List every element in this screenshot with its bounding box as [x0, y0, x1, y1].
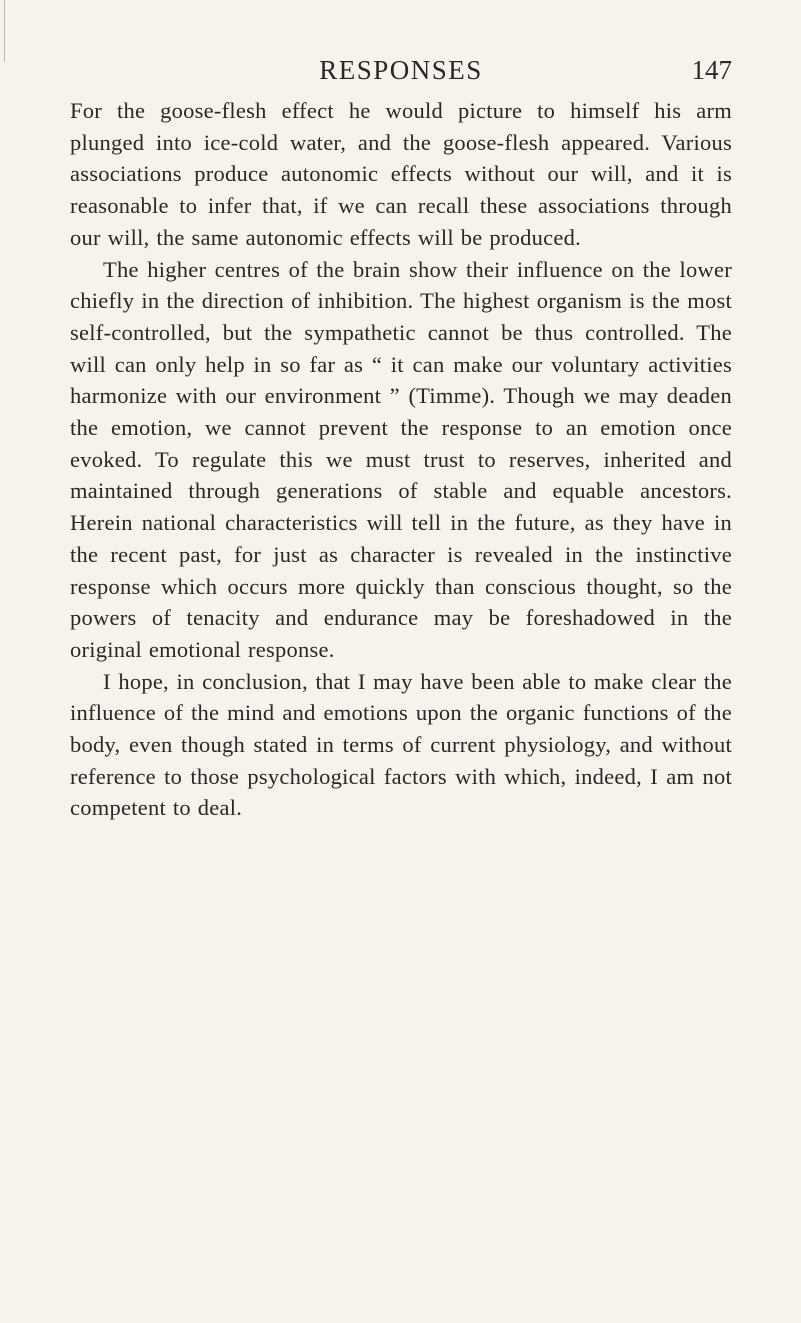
paragraph-1: For the goose-flesh effect he would picture to himself his arm plunged into ice-cold water, and the goose-flesh appeared. Various associations produce autonomic effects without our will, and it is reasonable to infer that, if we can recall these associations through our will, the same autonomic effects will be produced.	[70, 98, 732, 250]
body-text	[70, 95, 732, 824]
running-head	[70, 52, 732, 88]
page-edge-line	[4, 0, 5, 62]
paragraph-3: I hope, in conclusion, that I may have been able to make clear the influence of the mind and emotions upon the organic functions of the body, even though stated in terms of current physiology, and without reference to those psychological factors with which, indeed, I am not competent to deal.	[70, 668, 732, 821]
paragraph-2: The higher centres of the brain show their influence on the lower chiefly in the direction of inhibition. The highest organism is the most self-controlled, but the sympathetic cannot be thus controlled. The will can only help in so far as “ it can make our voluntary activities harmonize with our environment ” (Timme). Though we may deaden the emotion, we cannot prevent the response to an emotion once evoked. To regulate this we must trust to reserves, inherited and maintained through generations of stable and equable ancestors. Herein national characteristics will tell in the future, as they have in the recent past, for just as character is revealed in the instinctive response which occurs more quickly than conscious thought, so the powers of tenacity and endurance may be foreshadowed in the original emotional response.	[70, 256, 732, 662]
running-title: RESPONSES	[319, 55, 483, 85]
page-number: 147	[691, 55, 732, 85]
